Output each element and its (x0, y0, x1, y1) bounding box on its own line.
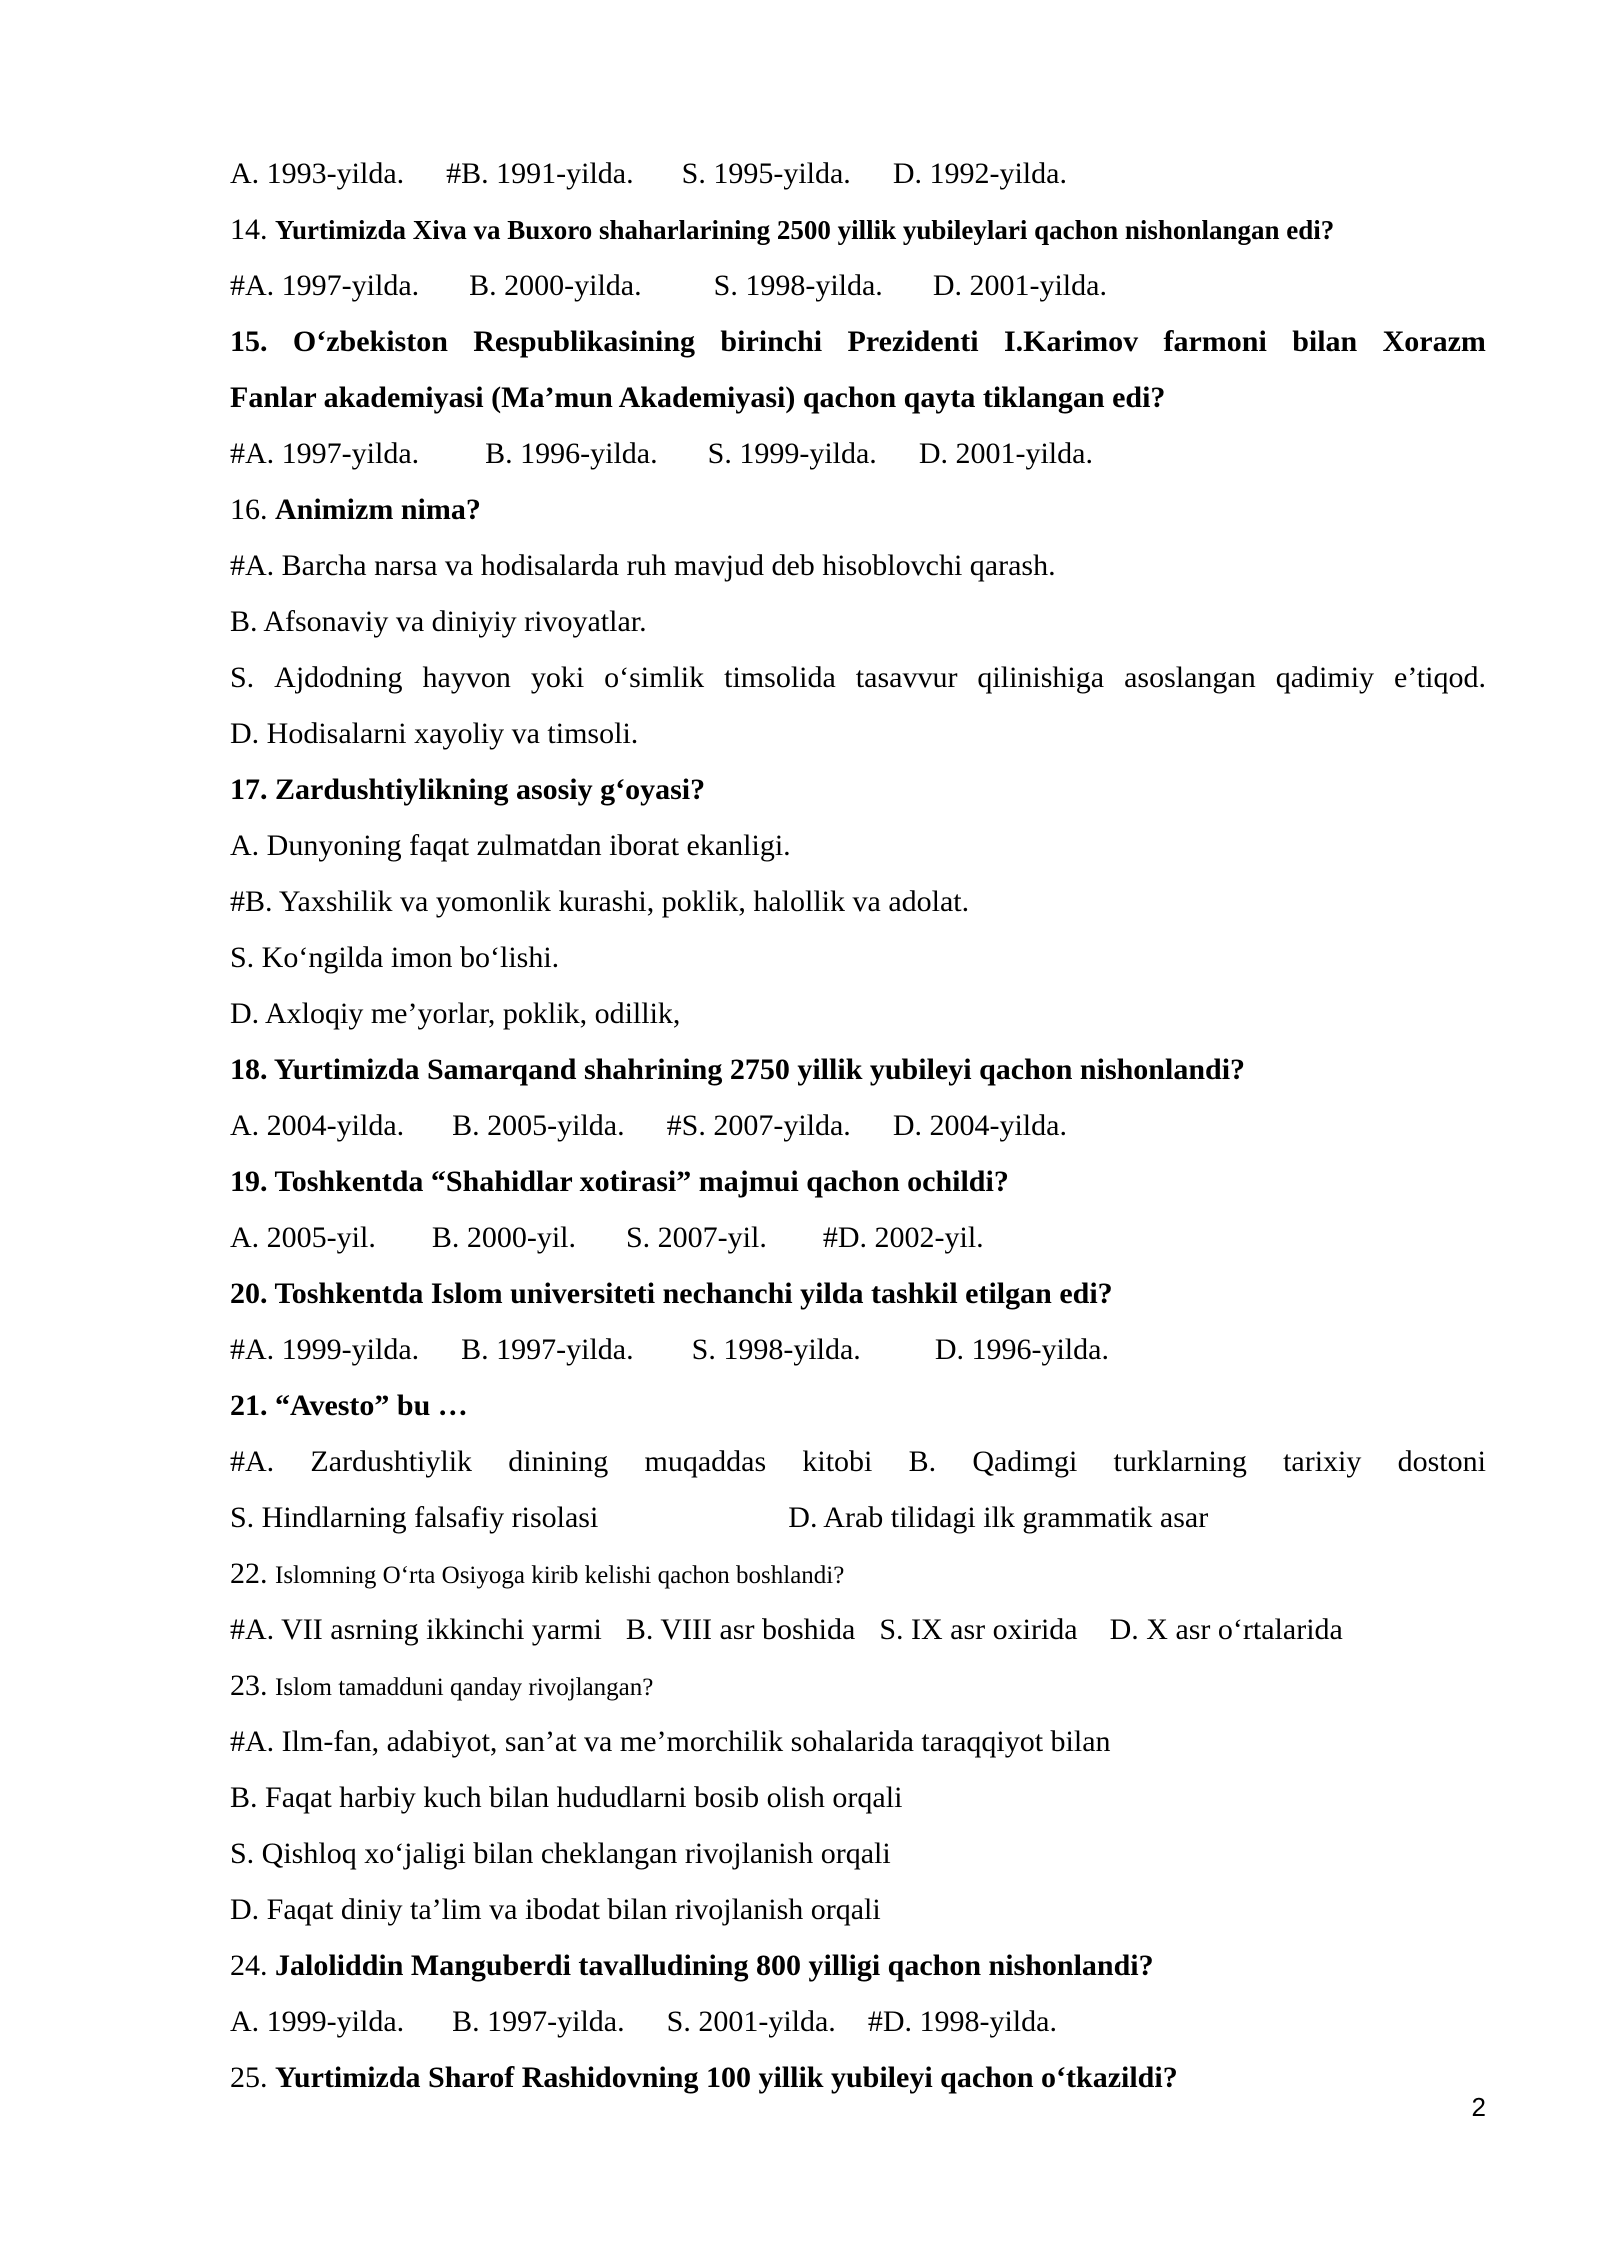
answer-word: yoki (530, 661, 585, 694)
answer-option: D. Axloqiy me’yorlar, poklik, odillik, (230, 997, 681, 1030)
answer-option: D. Arab tilidagi ilk grammatik asar (788, 1501, 1209, 1534)
answer-word: Qadimgi (972, 1445, 1078, 1478)
answer-word: hayvon (422, 661, 511, 694)
answer-option: B. 2000-yil. (431, 1221, 576, 1254)
question-word: 15. (230, 325, 268, 358)
answer-options-row (230, 1098, 1486, 1154)
answer-option: B. 1997-yilda. (452, 2005, 625, 2038)
answer-option: B. Afsonaviy va diniyiy rivoyatlar. (230, 605, 647, 638)
answer-option (230, 650, 1486, 706)
answer-options-row (230, 258, 1486, 314)
answer-option: #A. 1997-yilda. (230, 437, 420, 470)
answer-option: B. Faqat harbiy kuch bilan hududlarni bosib olish orqali (230, 1781, 903, 1814)
question-text: 20. Toshkentda Islom universiteti nechanchi yilda tashkil etilgan edi? (230, 1277, 1113, 1310)
question-line (230, 1378, 1486, 1434)
answer-option: #A. Ilm-fan, adabiyot, san’at va me’morchilik sohalarida taraqqiyot bilan (230, 1725, 1111, 1758)
question-text: Islom tamadduni qanday rivojlangan? (275, 1674, 654, 1701)
answer-option: B. 1997-yilda. (461, 1333, 634, 1366)
question-line (230, 762, 1486, 818)
answer-word: turklarning (1113, 1445, 1247, 1478)
question-line (230, 202, 1486, 258)
answer-word: tasavvur (855, 661, 958, 694)
question-text: 18. Yurtimizda Samarqand shahrining 2750 yillik yubileyi qachon nishonlandi? (230, 1053, 1246, 1086)
question-word: Prezidenti (847, 325, 979, 358)
question-word: Xorazm (1382, 325, 1486, 358)
answer-option: B. 1996-yilda. (485, 437, 658, 470)
answer-word: dinining (508, 1445, 609, 1478)
answer-options-row (230, 1994, 1486, 2050)
answer-word: qadimiy (1275, 661, 1375, 694)
answer-word: e’tiqod. (1394, 661, 1486, 694)
question-number: 16. (230, 493, 268, 526)
answer-option: #D. 2002-yil. (822, 1221, 984, 1254)
answer-options-row (230, 1602, 1486, 1658)
answer-option: #D. 1998-yilda. (867, 2005, 1057, 2038)
answer-word: timsolida (724, 661, 836, 694)
answer-option: S. IX asr oxirida (879, 1613, 1078, 1646)
question-line (230, 1938, 1486, 1994)
question-line (230, 1266, 1486, 1322)
question-text: Jaloliddin Manguberdi tavalludining 800 yilligi qachon nishonlandi? (275, 1949, 1154, 1982)
answer-option: #A. 1997-yilda. (230, 269, 420, 302)
question-text: 21. “Avesto” bu … (230, 1389, 468, 1422)
answer-word: asoslangan (1124, 661, 1256, 694)
answer-option: D. 1996-yilda. (934, 1333, 1109, 1366)
answer-option: A. 2005-yil. (230, 1221, 376, 1254)
answer-option: D. 1992-yilda. (892, 157, 1067, 190)
answer-options-row (230, 1434, 1486, 1490)
question-word: I.Karimov (1003, 325, 1139, 358)
answer-option: #A. VII asrning ikkinchi yarmi (230, 1613, 602, 1646)
answer-options-row (230, 1210, 1486, 1266)
answer-option: S. 1998-yilda. (713, 269, 883, 302)
answer-word: S. (230, 661, 255, 694)
answer-option: D. 2001-yilda. (932, 269, 1107, 302)
answer-option: D. 2001-yilda. (918, 437, 1093, 470)
answer-word: dostoni (1397, 1445, 1486, 1478)
answer-option: S. 1998-yilda. (691, 1333, 861, 1366)
answer-word: tarixiy (1283, 1445, 1362, 1478)
question-line (230, 1154, 1486, 1210)
question-text: Yurtimizda Xiva va Buxoro shaharlarining 2500 yillik yubileylari qachon nishonlangan edi? (275, 215, 1335, 245)
question-text: Animizm nima? (275, 493, 481, 526)
answer-option: D. 2004-yilda. (892, 1109, 1067, 1142)
question-word: Respublikasining (473, 325, 696, 358)
answer-option: S. 1999-yilda. (707, 437, 877, 470)
answer-option: #B. Yaxshilik va yomonlik kurashi, poklik, halollik va adolat. (230, 885, 970, 918)
answer-option: A. 1999-yilda. (230, 2005, 405, 2038)
question-number: 24. (230, 1949, 268, 1982)
document-page (230, 146, 1486, 2106)
question-line (230, 314, 1486, 370)
answer-option: D. Faqat diniy ta’lim va ibodat bilan rivojlanish orqali (230, 1893, 881, 1926)
question-number: 25. (230, 2061, 268, 2094)
question-line (230, 482, 1486, 538)
answer-word: o‘simlik (604, 661, 705, 694)
answer-option: D. X asr o‘rtalarida (1109, 1613, 1343, 1646)
answer-option: S. 2001-yilda. (666, 2005, 836, 2038)
answer-option: B. 2005-yilda. (452, 1109, 625, 1142)
question-word: farmoni (1163, 325, 1267, 358)
question-text: 19. Toshkentda “Shahidlar xotirasi” majmui qachon ochildi? (230, 1165, 1009, 1198)
answer-option: S. Qishloq xo‘jaligi bilan cheklangan rivojlanish orqali (230, 1837, 891, 1870)
answer-option: S. Hindlarning falsafiy risolasi (230, 1501, 599, 1534)
question-number: 22. (230, 1557, 268, 1590)
question-text: Islomning O‘rta Osiyoga kirib kelishi qachon boshlandi? (275, 1562, 845, 1589)
question-text: 17. Zardushtiylikning asosiy g‘oyasi? (230, 773, 706, 806)
answer-word: kitobi (802, 1445, 873, 1478)
question-number: 14. (230, 213, 268, 246)
answer-word: B. (908, 1445, 937, 1478)
answer-option: S. 1995-yilda. (681, 157, 851, 190)
question-word: bilan (1292, 325, 1358, 358)
answer-options-row (230, 146, 1486, 202)
answer-option: B. 2000-yilda. (469, 269, 642, 302)
question-number: 23. (230, 1669, 268, 1702)
page-number: 2 (1471, 2092, 1486, 2122)
answer-option: S. 2007-yil. (626, 1221, 767, 1254)
question-text: Fanlar akademiyasi (Ma’mun Akademiyasi) qachon qayta tiklangan edi? (230, 381, 1166, 414)
answer-option: #A. 1999-yilda. (230, 1333, 420, 1366)
answer-word: muqaddas (644, 1445, 767, 1478)
answer-option: D. Hodisalarni xayoliy va timsoli. (230, 717, 639, 750)
question-line (230, 1042, 1486, 1098)
question-line (230, 2050, 1486, 2106)
question-line (230, 370, 1486, 426)
answer-option: B. VIII asr boshida (625, 1613, 856, 1646)
answer-option: #A. Barcha narsa va hodisalarda ruh mavjud deb hisoblovchi qarash. (230, 549, 1056, 582)
question-line (230, 1546, 1486, 1602)
answer-options-row (230, 1322, 1486, 1378)
answer-word: Zardushtiylik (310, 1445, 473, 1478)
question-word: birinchi (720, 325, 823, 358)
question-word: O‘zbekiston (292, 325, 448, 358)
answer-option: A. Dunyoning faqat zulmatdan iborat ekanligi. (230, 829, 791, 862)
answer-option: A. 1993-yilda. (230, 157, 405, 190)
answer-option: S. Ko‘ngilda imon bo‘lishi. (230, 941, 560, 974)
answer-option: #S. 2007-yilda. (666, 1109, 851, 1142)
question-text: Yurtimizda Sharof Rashidovning 100 yillik yubileyi qachon o‘tkazildi? (275, 2061, 1178, 2094)
answer-word: Ajdodning (274, 661, 403, 694)
answer-word: #A. (230, 1445, 275, 1478)
answer-option: #B. 1991-yilda. (446, 157, 634, 190)
answer-options-row (230, 426, 1486, 482)
question-line (230, 1658, 1486, 1714)
answer-option: A. 2004-yilda. (230, 1109, 405, 1142)
answer-word: qilinishiga (977, 661, 1105, 694)
answer-options-row (230, 1490, 1486, 1546)
